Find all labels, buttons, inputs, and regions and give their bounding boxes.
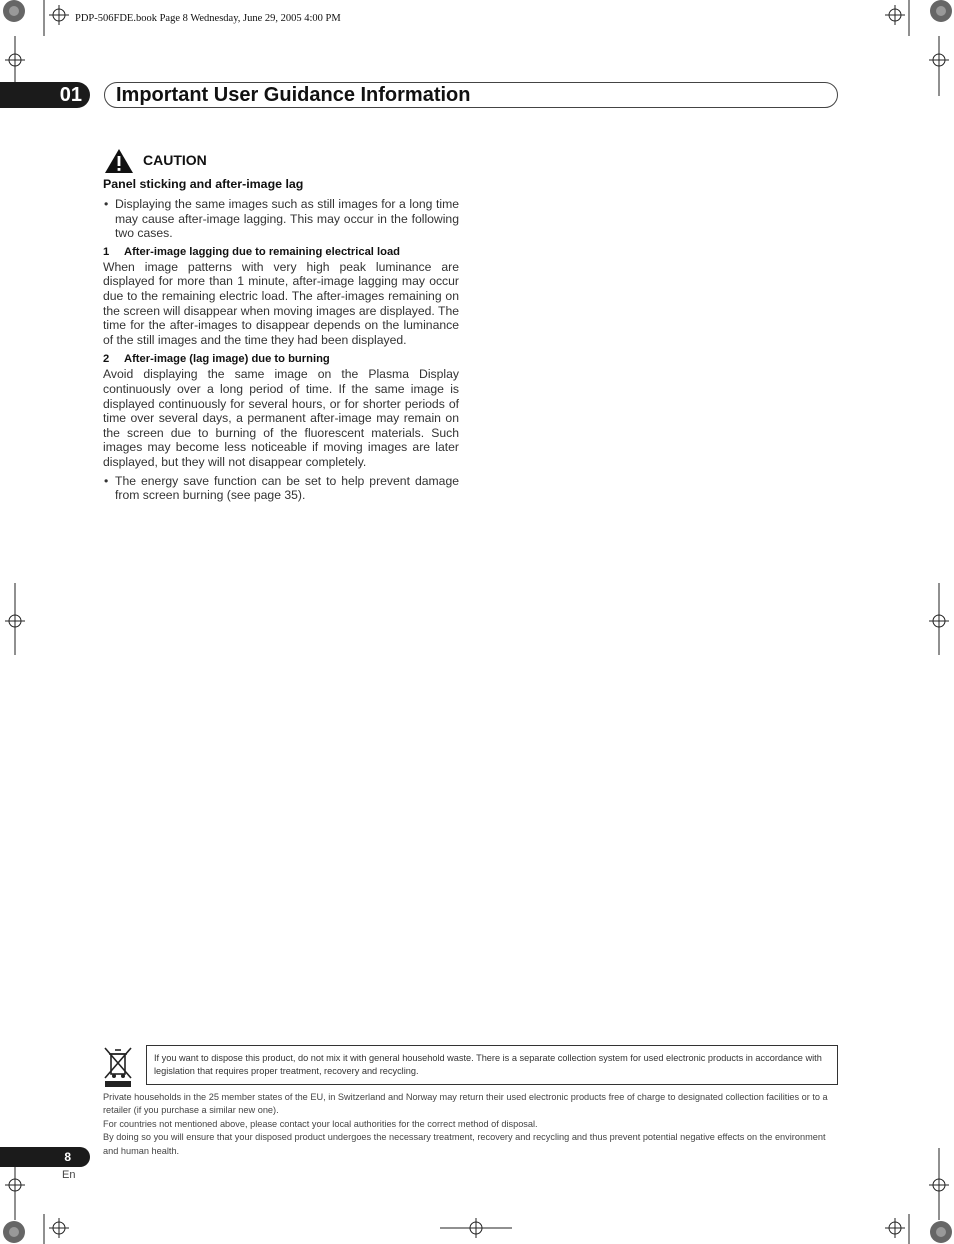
disposal-paragraph: For countries not mentioned above, please contact your local authorities for the correct method of disposal.: [103, 1118, 538, 1129]
case-title: After-image lagging due to remaining electrical load: [124, 245, 401, 258]
disposal-paragraph: By doing so you will ensure that your disposed product undergoes the necessary treatment, recovery and recycling and thus prevent potential negative effects on the environment and human health.: [103, 1132, 826, 1156]
intro-bullet: • Displaying the same images such as still images for a long time may cause after-image lagging. This may occur in the following two cases.: [103, 197, 459, 241]
section-heading: Panel sticking and after-image lag: [103, 177, 304, 191]
case-number: 2: [103, 353, 110, 366]
page-number: 8: [64, 1150, 71, 1164]
caution-section: [103, 176, 459, 503]
crossed-out-wheelie-bin-icon: [103, 1046, 133, 1088]
chapter-title: Important User Guidance Information: [116, 84, 471, 106]
case-heading: [103, 352, 459, 367]
chapter-title-bar: [104, 82, 838, 108]
chapter-number: 01: [59, 84, 82, 106]
final-bullet: • The energy save function can be set to help prevent damage from screen burning (see page 35).: [103, 474, 459, 503]
language-code: En: [62, 1169, 76, 1181]
page-number-tab: [0, 1147, 90, 1167]
disposal-paragraph: Private households in the 25 member states of the EU, in Switzerland and Norway may return their used electronic products free of charge to designated collection facilities or to a retailer (if you purchase a similar new one).: [103, 1092, 828, 1116]
case-body: When image patterns with very high peak luminance are displayed for more than 1 minute, after-image lagging may occur due to the remaining electric load. The after-images remaining on the screen will disappear when moving images are displayed. The time for the after-images to disappear depends on the luminance of the still images and the time they had been displayed.: [103, 259, 459, 347]
warning-triangle-icon: [104, 148, 134, 174]
caution-label: CAUTION: [143, 152, 207, 168]
case-title: After-image (lag image) due to burning: [124, 353, 330, 366]
disposal-text: [103, 1091, 839, 1158]
disposal-notice-box: If you want to dispose this product, do not mix it with general household waste. There is a separate collection system for used electronic products in accordance with legislation that requires proper treatment, recovery and recycling.: [146, 1045, 838, 1085]
case-number: 1: [103, 245, 110, 258]
print-header: PDP-506FDE.book Page 8 Wednesday, June 29, 2005 4:00 PM: [75, 13, 341, 24]
case-heading: [103, 245, 459, 260]
chapter-tab: [0, 82, 90, 108]
case-body: Avoid displaying the same image on the Plasma Display continuously over a long period of time. If the same image is displayed continuously for several hours, or for shorter periods of time over several days, a permanent after-image may remain on the screen due to burning of the fluorescent materials. Such images may become less noticeable if moving images are later displayed, but they will not disappear completely.: [103, 367, 459, 469]
